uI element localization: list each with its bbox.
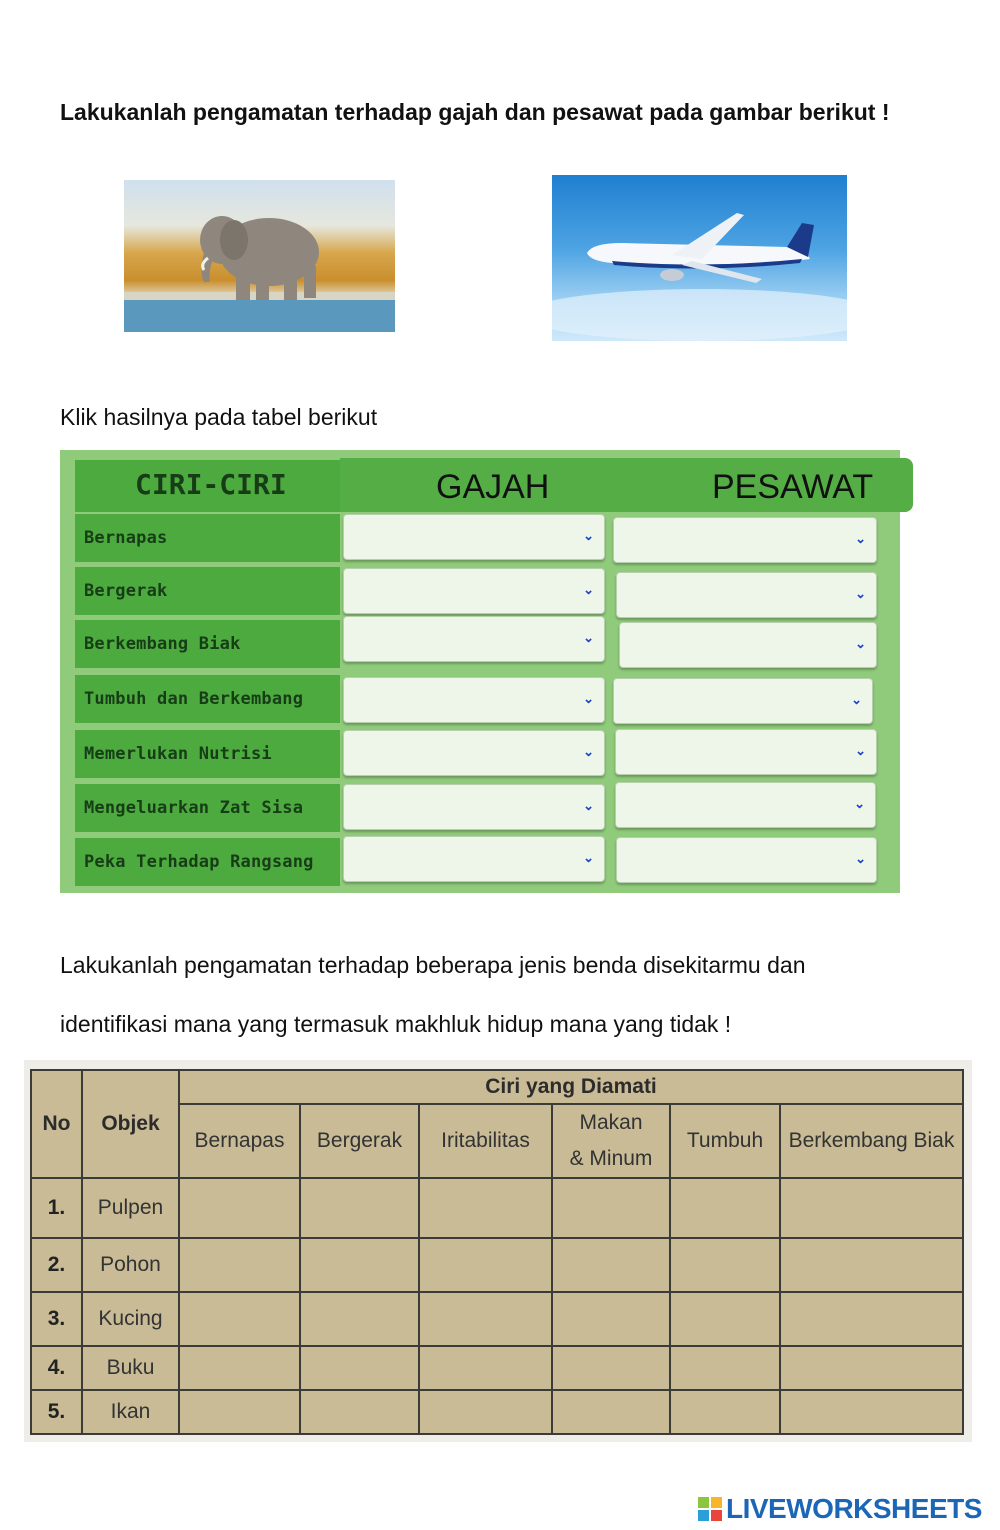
row-object: Pulpen bbox=[82, 1178, 179, 1238]
pesawat-dropdown-zat-sisa[interactable] bbox=[615, 782, 876, 828]
pesawat-dropdown-berkembang-biak[interactable] bbox=[619, 622, 877, 668]
empty-cell[interactable] bbox=[419, 1238, 552, 1292]
col-header-iritabilitas: Iritabilitas bbox=[419, 1104, 552, 1178]
row-number: 3. bbox=[31, 1292, 82, 1346]
criteria-berkembang-biak: Berkembang Biak bbox=[75, 618, 340, 668]
row-number: 4. bbox=[31, 1346, 82, 1390]
empty-cell[interactable] bbox=[179, 1178, 300, 1238]
gajah-dropdown-berkembang-biak[interactable] bbox=[343, 616, 605, 662]
chevron-down-icon: ⌄ bbox=[583, 630, 594, 645]
empty-cell[interactable] bbox=[300, 1292, 419, 1346]
logo-text: LIVEWORKSHEETS bbox=[726, 1493, 982, 1524]
empty-cell[interactable] bbox=[419, 1390, 552, 1434]
col-header-makan: Makan bbox=[579, 1111, 643, 1134]
empty-cell[interactable] bbox=[552, 1390, 670, 1434]
row-object: Buku bbox=[82, 1346, 179, 1390]
gajah-dropdown-peka[interactable] bbox=[343, 836, 605, 882]
gajah-dropdown-bergerak[interactable] bbox=[343, 568, 605, 614]
criteria-zat-sisa: Mengeluarkan Zat Sisa bbox=[75, 782, 340, 832]
empty-cell[interactable] bbox=[300, 1390, 419, 1434]
criteria-peka: Peka Terhadap Rangsang bbox=[75, 836, 340, 886]
chevron-down-icon: ⌄ bbox=[583, 798, 594, 813]
chevron-down-icon: ⌄ bbox=[583, 850, 594, 865]
empty-cell[interactable] bbox=[780, 1346, 963, 1390]
chevron-down-icon: ⌄ bbox=[851, 692, 862, 707]
pesawat-dropdown-peka[interactable] bbox=[616, 837, 877, 883]
criteria-tumbuh: Tumbuh dan Berkembang bbox=[75, 673, 340, 723]
empty-cell[interactable] bbox=[179, 1346, 300, 1390]
pesawat-header: PESAWAT bbox=[712, 468, 874, 506]
empty-cell[interactable] bbox=[780, 1292, 963, 1346]
empty-cell[interactable] bbox=[670, 1238, 780, 1292]
empty-cell[interactable] bbox=[670, 1346, 780, 1390]
instruction-heading: Lakukanlah pengamatan terhadap gajah dan pesawat pada gambar berikut ! bbox=[60, 99, 890, 125]
empty-cell[interactable] bbox=[552, 1346, 670, 1390]
empty-cell[interactable] bbox=[670, 1178, 780, 1238]
row-object: Kucing bbox=[82, 1292, 179, 1346]
gajah-dropdown-nutrisi[interactable] bbox=[343, 730, 605, 776]
logo-icon bbox=[698, 1497, 722, 1521]
col-header-tumbuh: Tumbuh bbox=[670, 1104, 780, 1178]
pesawat-dropdown-nutrisi[interactable] bbox=[615, 729, 877, 775]
col-header-bernapas: Bernapas bbox=[179, 1104, 300, 1178]
gajah-dropdown-tumbuh[interactable] bbox=[343, 677, 605, 723]
col-header-berkembang-biak: Berkembang Biak bbox=[780, 1104, 963, 1178]
table-row bbox=[31, 1292, 963, 1346]
empty-cell[interactable] bbox=[780, 1238, 963, 1292]
chevron-down-icon: ⌄ bbox=[855, 743, 866, 758]
table-row bbox=[31, 1390, 963, 1434]
empty-cell[interactable] bbox=[780, 1390, 963, 1434]
observation-table bbox=[30, 1069, 964, 1435]
row-number: 1. bbox=[31, 1178, 82, 1238]
observation-instruction-line1: Lakukanlah pengamatan terhadap beberapa jenis benda disekitarmu dan bbox=[60, 952, 806, 978]
chevron-down-icon: ⌄ bbox=[854, 796, 865, 811]
observation-table-container bbox=[24, 1060, 972, 1442]
gajah-header: GAJAH bbox=[436, 468, 550, 506]
liveworksheets-logo[interactable] bbox=[698, 1493, 982, 1525]
row-object: Pohon bbox=[82, 1238, 179, 1292]
col-header-minum: & Minum bbox=[569, 1147, 653, 1170]
elephant-image bbox=[124, 180, 395, 332]
chevron-down-icon: ⌄ bbox=[855, 586, 866, 601]
observation-instruction-line2: identifikasi mana yang termasuk makhluk hidup mana yang tidak ! bbox=[60, 1011, 732, 1037]
criteria-bernapas: Bernapas bbox=[75, 512, 340, 562]
empty-cell[interactable] bbox=[300, 1238, 419, 1292]
chevron-down-icon: ⌄ bbox=[583, 528, 594, 543]
criteria-bergerak: Bergerak bbox=[75, 565, 340, 615]
empty-cell[interactable] bbox=[670, 1390, 780, 1434]
empty-cell[interactable] bbox=[780, 1178, 963, 1238]
gajah-dropdown-bernapas[interactable] bbox=[343, 514, 605, 560]
criteria-nutrisi: Memerlukan Nutrisi bbox=[75, 728, 340, 778]
chevron-down-icon: ⌄ bbox=[855, 531, 866, 546]
chevron-down-icon: ⌄ bbox=[583, 691, 594, 706]
table-row bbox=[31, 1178, 963, 1238]
group-header: Ciri yang Diamati bbox=[179, 1070, 963, 1104]
click-prompt: Klik hasilnya pada tabel berikut bbox=[60, 404, 378, 430]
chevron-down-icon: ⌄ bbox=[855, 851, 866, 866]
empty-cell[interactable] bbox=[179, 1390, 300, 1434]
header-strip bbox=[340, 458, 913, 512]
gajah-dropdown-zat-sisa[interactable] bbox=[343, 784, 605, 830]
criteria-header-cell bbox=[75, 460, 340, 512]
empty-cell[interactable] bbox=[179, 1238, 300, 1292]
chevron-down-icon: ⌄ bbox=[583, 582, 594, 597]
chevron-down-icon: ⌄ bbox=[583, 744, 594, 759]
empty-cell[interactable] bbox=[552, 1292, 670, 1346]
empty-cell[interactable] bbox=[552, 1178, 670, 1238]
empty-cell[interactable] bbox=[300, 1178, 419, 1238]
col-header-bergerak: Bergerak bbox=[300, 1104, 419, 1178]
row-object: Ikan bbox=[82, 1390, 179, 1434]
pesawat-dropdown-bernapas[interactable] bbox=[613, 517, 877, 563]
col-header-makan-minum bbox=[552, 1104, 670, 1178]
empty-cell[interactable] bbox=[300, 1346, 419, 1390]
empty-cell[interactable] bbox=[670, 1292, 780, 1346]
pesawat-dropdown-tumbuh[interactable] bbox=[613, 678, 873, 724]
classification-table bbox=[60, 450, 900, 893]
row-number: 2. bbox=[31, 1238, 82, 1292]
airplane-image bbox=[552, 175, 847, 341]
no-header: No bbox=[31, 1070, 82, 1178]
criteria-header: CIRI-CIRI bbox=[135, 468, 287, 501]
table-row bbox=[31, 1238, 963, 1292]
object-header: Objek bbox=[82, 1070, 179, 1178]
empty-cell[interactable] bbox=[552, 1238, 670, 1292]
empty-cell[interactable] bbox=[179, 1292, 300, 1346]
pesawat-dropdown-bergerak[interactable] bbox=[616, 572, 877, 618]
chevron-down-icon: ⌄ bbox=[855, 636, 866, 651]
row-number: 5. bbox=[31, 1390, 82, 1434]
table-row bbox=[31, 1346, 963, 1390]
empty-cell[interactable] bbox=[419, 1178, 552, 1238]
empty-cell[interactable] bbox=[419, 1292, 552, 1346]
empty-cell[interactable] bbox=[419, 1346, 552, 1390]
